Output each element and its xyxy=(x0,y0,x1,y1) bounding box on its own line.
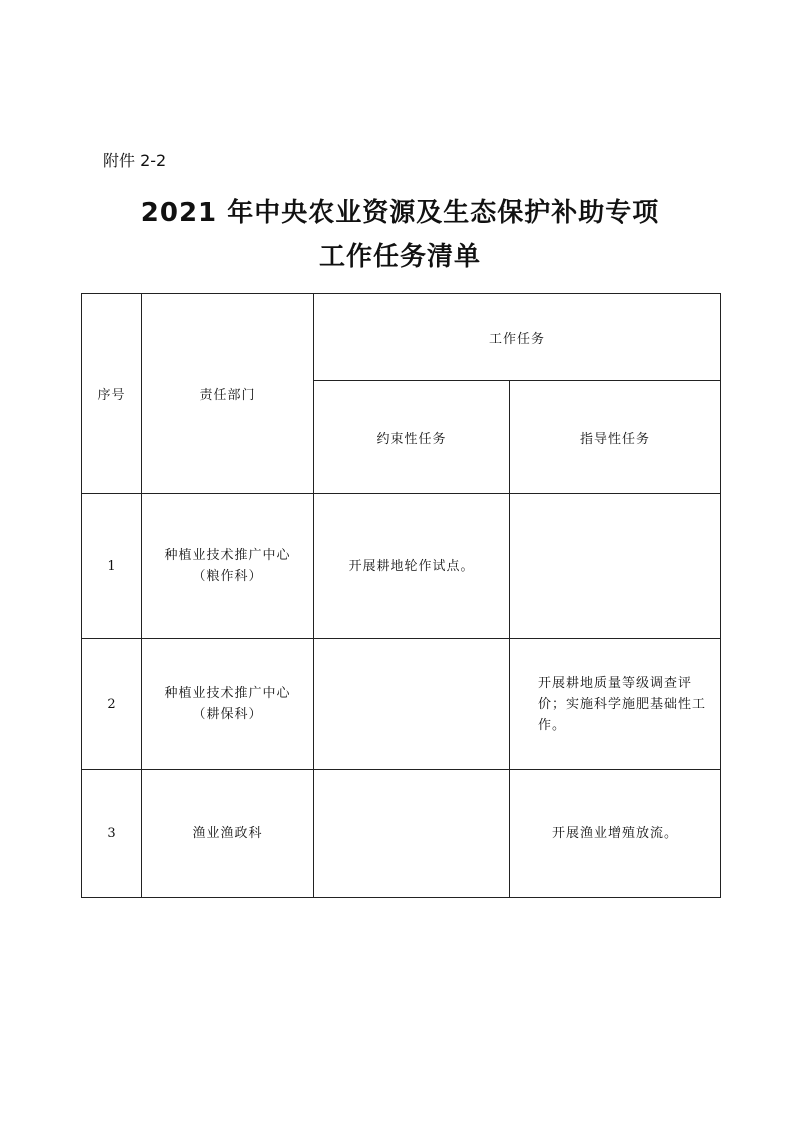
header-tasks: 工作任务 xyxy=(314,294,721,381)
row-department xyxy=(142,639,314,770)
header-guiding-tasks: 指导性任务 xyxy=(510,381,721,494)
row-seq: 2 xyxy=(82,639,142,770)
row-guiding-task xyxy=(510,494,721,639)
row-binding-task xyxy=(314,639,510,770)
row-seq: 1 xyxy=(82,494,142,639)
task-table xyxy=(81,293,721,898)
row-guiding-task: 开展渔业增殖放流。 xyxy=(510,770,721,898)
row-binding-task xyxy=(314,770,510,898)
department-name: 渔业渔政科 xyxy=(192,826,263,841)
table-row xyxy=(82,770,721,898)
table-row xyxy=(82,494,721,639)
row-department xyxy=(142,494,314,639)
row-guiding-task xyxy=(510,639,721,770)
header-department: 责任部门 xyxy=(142,294,314,494)
row-binding-task: 开展耕地轮作试点。 xyxy=(314,494,510,639)
department-section: （耕保科） xyxy=(192,707,263,722)
department-section: （粮作科） xyxy=(192,569,263,584)
header-binding-tasks: 约束性任务 xyxy=(314,381,510,494)
table-row xyxy=(82,639,721,770)
row-department xyxy=(142,770,314,898)
table-header-row xyxy=(82,294,721,381)
attachment-label: 附件 2-2 xyxy=(103,151,167,170)
department-name: 种植业技术推广中心 xyxy=(164,686,291,701)
header-seq: 序号 xyxy=(82,294,142,494)
document-title-line2: 工作任务清单 xyxy=(318,242,481,272)
department-name: 种植业技术推广中心 xyxy=(164,548,291,563)
document-title-line1: 2021 年中央农业资源及生态保护补助专项 xyxy=(140,198,660,228)
row-seq: 3 xyxy=(82,770,142,898)
guiding-task-text: 开展耕地质量等级调查评价；实施科学施肥基础性工作。 xyxy=(538,675,707,733)
